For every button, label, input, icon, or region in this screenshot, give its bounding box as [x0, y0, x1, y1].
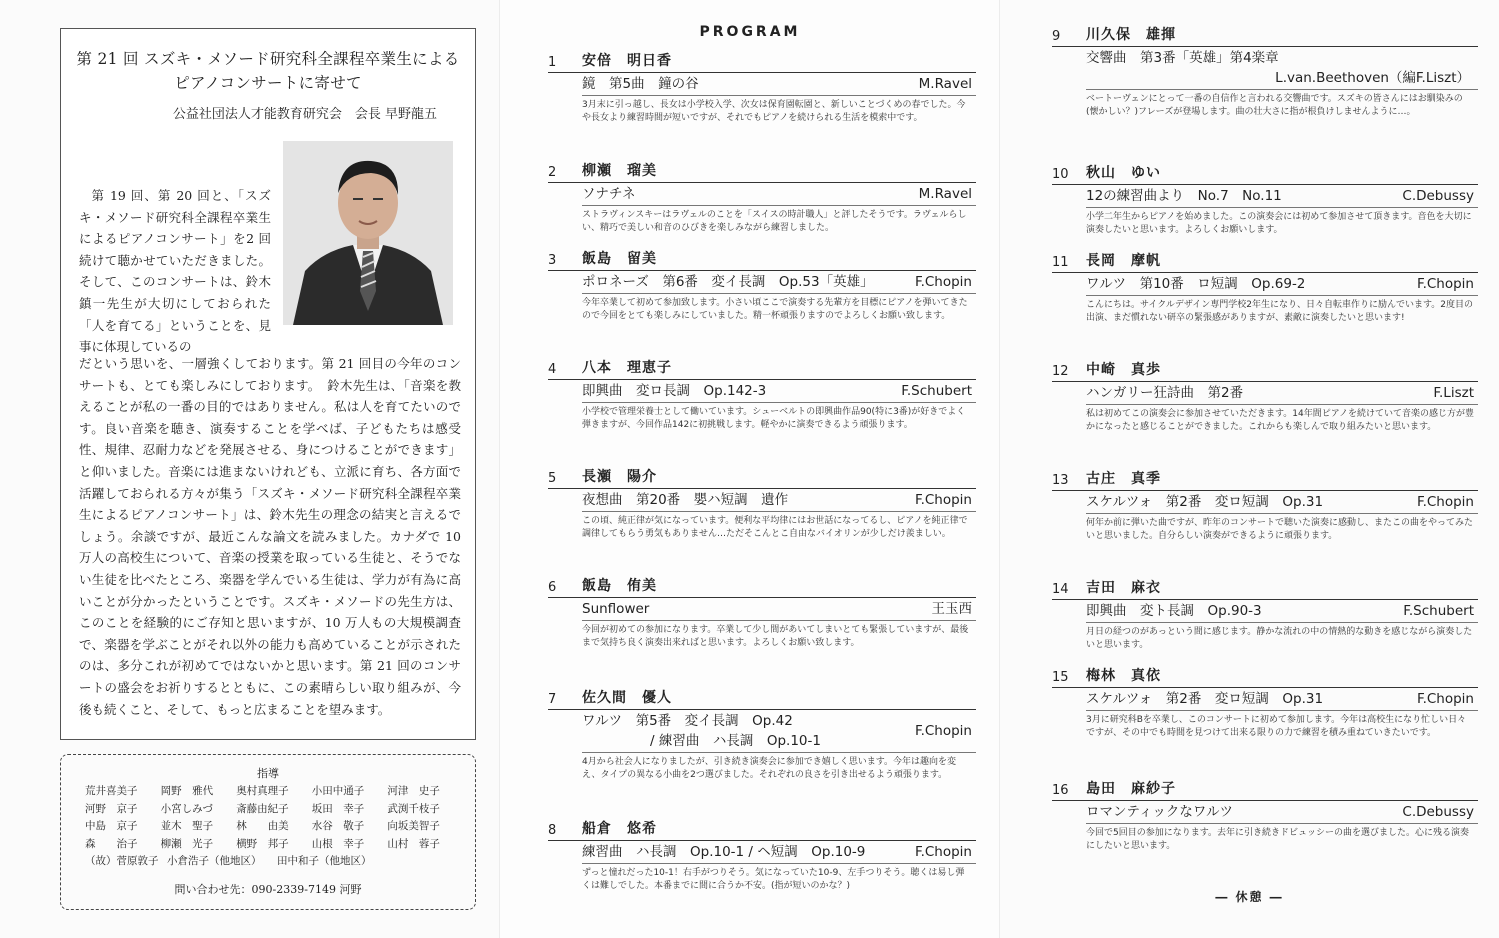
composer: F.Chopin — [1416, 691, 1474, 707]
essay-page — [0, 0, 500, 938]
teacher-name: 荒井喜美子 — [85, 785, 138, 797]
program-page-2 — [1000, 0, 1499, 938]
composer: C.Debussy — [1402, 188, 1474, 204]
program-entry — [1052, 466, 1478, 542]
performer-name: 古庄 真季 — [1086, 471, 1161, 487]
performer-name: 船倉 悠希 — [582, 821, 657, 837]
performer-name: 八本 理恵子 — [582, 360, 672, 376]
teachers-row — [85, 818, 463, 836]
program-entry — [1052, 22, 1478, 118]
performer-name: 飯島 侑美 — [582, 578, 657, 594]
entry-number: 14 — [1052, 582, 1069, 597]
entry-number: 7 — [548, 692, 557, 707]
teacher-name: 横野 邦子 — [236, 837, 289, 850]
piece-title: 交響曲 第3番「英雄」第4楽章 — [1086, 50, 1279, 66]
teacher-name: 田中和子（他地区） — [277, 855, 372, 867]
performer-comment: ストラヴィンスキーはラヴェルのことを「スイスの時計職人」と評したそうです。ラヴェルらしい、精巧で美しい和音のひびきを楽しみながら練習しました。 — [582, 210, 967, 233]
performer-name: 長瀬 陽介 — [582, 469, 657, 485]
piece-title: 12の練習曲より No.7 No.11 — [1086, 188, 1282, 204]
performer-comment: 4月から社会人になりましたが、引き続き演奏会に参加でき嬉しく思います。今年は趣向を変え、タイプの異なる小曲を2つ選びました。それぞれの良さを引き出せるよう頑張ります。 — [582, 757, 957, 780]
teacher-name: 山根 幸子 — [311, 837, 365, 850]
teacher-name: 小倉浩子（他地区） — [167, 855, 262, 867]
program-entry — [548, 464, 976, 540]
entry-number: 1 — [548, 55, 557, 70]
teachers-row — [85, 801, 463, 819]
performer-comment: 小学二年生からピアノを始めました。この演奏会には初めて参加させて頂きます。音色を大切に演奏したいと思います。よろしくお願いします。 — [1086, 212, 1472, 235]
intermission-label: ― 休憩 ― — [1215, 890, 1284, 904]
entry-number: 9 — [1052, 29, 1061, 44]
teacher-name: 河野 京子 — [85, 802, 138, 815]
essay-author: 公益社団法人才能教育研究会 会長 早野龍五 — [172, 107, 437, 122]
teacher-name: 森 治子 — [85, 837, 138, 850]
composer: F.Chopin — [914, 723, 972, 739]
performer-name: 安倍 明日香 — [582, 53, 672, 69]
essay-title — [61, 47, 475, 95]
performer-comment: ずっと憧れだった10-1！右手がつりそう。気になっていた10-9、左手つりそう。聴くは易し弾くは難しでした。本番までに間に合うか不安。(指が短いのかな？) — [582, 868, 965, 891]
entry-number: 12 — [1052, 364, 1069, 379]
teacher-name: 岡野 雅代 — [160, 785, 214, 797]
entry-number: 8 — [548, 823, 557, 838]
composer: M.Ravel — [918, 186, 972, 202]
composer: F.Chopin — [914, 844, 972, 860]
teachers-grid — [85, 783, 463, 871]
performer-name: 佐久間 優人 — [582, 690, 672, 706]
piece-title: スケルツォ 第2番 変ロ短調 Op.31 — [1086, 494, 1324, 510]
teacher-name: 並木 聖子 — [160, 820, 214, 832]
performer-name: 飯島 留美 — [582, 251, 657, 267]
essay-title-line1: 第 21 回 スズキ・メソード研究科全課程卒業生による — [76, 50, 460, 68]
program-entry — [1052, 248, 1478, 324]
composer: L.van.Beethoven（編F.Liszt） — [1275, 70, 1470, 86]
teachers-box — [60, 754, 476, 910]
composer: F.Chopin — [914, 492, 972, 508]
piece-title: 鏡 第5曲 鐘の谷 — [582, 76, 699, 92]
entry-number: 16 — [1052, 783, 1069, 798]
entry-number: 13 — [1052, 473, 1069, 488]
piece-title: ソナチネ — [582, 186, 636, 202]
teacher-name: 河津 史子 — [387, 785, 440, 797]
performer-comment: 月日の経つのがあっという間に感じます。静かな流れの中の情熱的な動きを感じながら演奏したいと思います。 — [1086, 627, 1473, 650]
program-header: PROGRAM — [699, 24, 801, 40]
program-entry — [1052, 160, 1478, 236]
essay-paragraph-narrow: 第 19 回、第 20 回と、「スズキ・メソード研究科全課程卒業生によるピアノコンサート」を2 回続けて聴かせていただきました。そして、このコンサートは、鈴木鎮一先生が大切にしておられた「人を育てる」ということを、見事に体現しているの — [79, 188, 271, 355]
program-page-1 — [500, 0, 1000, 938]
program-entry — [548, 48, 976, 124]
composer: M.Ravel — [918, 76, 972, 92]
performer-name: 長岡 摩帆 — [1086, 253, 1161, 269]
teacher-name: 小宮しみづ — [160, 802, 213, 815]
composer: F.Chopin — [1416, 276, 1474, 292]
entry-number: 2 — [548, 165, 557, 180]
teachers-row — [85, 836, 463, 854]
program-entry — [1052, 575, 1478, 651]
entry-number: 11 — [1052, 255, 1069, 270]
entry-number: 4 — [548, 362, 557, 377]
piece-title: ポロネーズ 第6番 変イ長調 Op.53「英雄」 — [582, 274, 874, 290]
teachers-row — [85, 783, 463, 801]
piece-title: 練習曲 ハ長調 Op.10-1 / ヘ短調 Op.10-9 — [582, 844, 866, 860]
entry-number: 3 — [548, 253, 557, 268]
composer: F.Chopin — [1416, 494, 1474, 510]
performer-name: 吉田 麻衣 — [1086, 580, 1161, 596]
teacher-name: 柳瀬 光子 — [160, 837, 214, 850]
performer-name: 柳瀬 瑠美 — [582, 163, 657, 179]
teacher-name: 奥村真理子 — [236, 785, 289, 797]
performer-name: 梅林 真依 — [1086, 668, 1161, 684]
entry-number: 15 — [1052, 670, 1069, 685]
performer-name: 川久保 雄揮 — [1086, 27, 1176, 43]
performer-comment: 3月に研究科Bを卒業し、このコンサートに初めて参加します。今年は高校生になり忙しい日々ですが、その中でも時間を見つけて出来る限りの力で練習を積み重ねていきたいです。 — [1086, 715, 1467, 738]
performer-comment: 小学校で管理栄養士として働いています。シューベルトの即興曲作品90(特に3番)が好きでよく弾きますが、今回作品142に初挑戦します。軽やかに演奏できるよう頑張ります。 — [582, 407, 966, 430]
composer: F.Schubert — [1403, 603, 1474, 619]
performer-comment: 私は初めてこの演奏会に参加させていただきます。14年間ピアノを続けていて音楽の感じ方が豊かになったと感じることができました。これからも楽しんで取り組みたいと思います。 — [1086, 409, 1475, 432]
performer-name: 秋山 ゆい — [1086, 165, 1161, 181]
composer: F.Liszt — [1433, 385, 1474, 401]
program-entry — [1052, 663, 1478, 739]
piece-title: ロマンティックなワルツ — [1086, 804, 1234, 820]
piece-title: 即興曲 変ト長調 Op.90-3 — [1086, 603, 1262, 619]
performer-comment: 3月末に引っ越し、長女は小学校入学、次女は保育園転園と、新しいことづくめの春でした。今や長女より練習時間が短いですが、それでもピアノを続けられる生活を模索中です。 — [582, 100, 966, 123]
piece-title: 即興曲 変ロ長調 Op.142-3 — [582, 383, 767, 399]
composer: 王玉西 — [931, 601, 972, 617]
performer-comment: 今回が初めての参加になります。卒業して少し間があいてしまいとても緊張していますが、最後まで気持ち良く演奏出来ればと思います。よろしくお願い致します。 — [582, 625, 969, 648]
essay-box — [60, 28, 476, 740]
program-entry — [548, 355, 976, 431]
performer-name: 島田 麻紗子 — [1086, 781, 1176, 797]
program-entry — [1052, 776, 1478, 852]
piece-title: ワルツ 第10番 ロ短調 Op.69-2 — [1086, 276, 1306, 292]
piece-title: 夜想曲 第20番 嬰ハ短調 遺作 — [582, 492, 789, 508]
teacher-name: 中島 京子 — [85, 820, 138, 832]
performer-comment: 何年か前に弾いた曲ですが、昨年のコンサートで聴いた演奏に感動し、またこの曲をやってみたいと思いました。自分らしい演奏ができるように頑張ります。 — [1086, 518, 1474, 541]
performer-comment: 今年卒業して初めて参加致します。小さい頃ここで演奏する先輩方を目標にピアノを弾いてきたので今回をとても楽しみにしていました。精一杯頑張りますのでよろしくお願い致します。 — [582, 298, 968, 321]
program-entry — [548, 573, 976, 649]
teacher-name: 向坂美智子 — [387, 820, 440, 832]
composer: F.Chopin — [914, 274, 972, 290]
performer-comment: こんにちは。サイクルデザイン専門学校2年生になり、日々自転車作りに励んでいます。2度目の出演、まだ慣れない研卒の緊張感がありますが、素敵に演奏したいと思います! — [1086, 300, 1474, 323]
performer-comment: この頃、純正律が気になっています。便利な平均律にはお世話になってるし、ピアノを純正律で調律してもらう勇気もありません…ただそこんとこ自由なバイオリンが少しだけ羨ましい。 — [582, 516, 968, 539]
piece-title: スケルツォ 第2番 変ロ短調 Op.31 — [1086, 691, 1324, 707]
essay-title-line2: ピアノコンサートに寄せて — [174, 74, 362, 92]
program-entry — [548, 158, 976, 234]
performer-name: 中崎 真歩 — [1086, 362, 1161, 378]
contact-info: 問い合わせ先：090-2339-7149 河野 — [174, 883, 362, 896]
entry-number: 6 — [548, 580, 557, 595]
teacher-name: 水谷 敬子 — [311, 820, 365, 832]
entry-number: 10 — [1052, 167, 1069, 182]
piece-title-second: / 練習曲 ハ長調 Op.10-1 — [650, 733, 821, 749]
entry-number: 5 — [548, 471, 557, 486]
program-entry — [548, 816, 976, 892]
composer: C.Debussy — [1402, 804, 1474, 820]
essay-paragraph-wide: だという思いを、一層強くしております。第 21 回目の今年のコンサートも、とても楽しみにしております。 鈴木先生は､「音楽を教えることが私の一番の目的ではありません。私は人を育てたいのです。良い音楽を聴き、演奏することを学べば、子どもたちは感受性、規律、忍耐力などを発展させる、身につけることができます」と仰いました。音楽には進まないけれども、立派に育ち、各方面で活躍しておられる方々が集う「スズキ・メソード研究科全課程卒業生によるピアノコンサート」は、鈴木先生の理念の結実と言えるでしょう。余談ですが、最近こんな論文を読みました。カナダで 10 万人の高校生について、音楽の授業を取っている生徒と、そうでない生徒を比べたところ、楽器を学んでいる生徒は、学力が有為に高いことが分かったということです。スズキ・メソードの先生方は、このことを経験的にご存知と思いますが、10 万人もの大規模調査で、楽器を学ぶことがそれ以外の能力も高めていることが示されたのは、多分これが初めてではないかと思います。第 21 回のコンサートの盛会をお祈りするとともに、この素晴らしい取り組みが、今後も続くこと、そして、もっと広まることを望みます。 — [79, 356, 461, 717]
performer-comment: ベートーヴェンにとって一番の自信作と言われる交響曲です。スズキの皆さんにはお馴染みの(懐かしい？)フレーズが登場します。曲の壮大さに指が根負けしませんように…。 — [1086, 94, 1463, 117]
composer: F.Schubert — [901, 383, 972, 399]
program-entry — [548, 246, 976, 322]
teacher-name: 山村 蓉子 — [387, 837, 440, 850]
teacher-name: 斎藤由紀子 — [236, 802, 289, 815]
piece-title: ハンガリー狂詩曲 第2番 — [1086, 385, 1244, 401]
program-entry — [548, 685, 976, 781]
teacher-name: （故）菅原敦子 — [85, 855, 159, 867]
teacher-name: 坂田 幸子 — [311, 802, 365, 815]
piece-title: ワルツ 第5番 変イ長調 Op.42 — [582, 713, 793, 729]
teachers-row-last — [85, 853, 463, 871]
teacher-name: 小田中通子 — [311, 785, 365, 797]
piece-title: Sunflower — [582, 601, 650, 617]
teacher-name: 武渕千枝子 — [387, 802, 440, 815]
author-portrait — [283, 141, 453, 325]
program-entry — [1052, 357, 1478, 433]
performer-comment: 今回で5回目の参加になります。去年に引き続きドビュッシーの曲を選びました。心に残る演奏にしたいと思います。 — [1086, 828, 1470, 851]
teachers-heading: 指導 — [257, 767, 279, 780]
teacher-name: 林 由美 — [236, 820, 289, 832]
